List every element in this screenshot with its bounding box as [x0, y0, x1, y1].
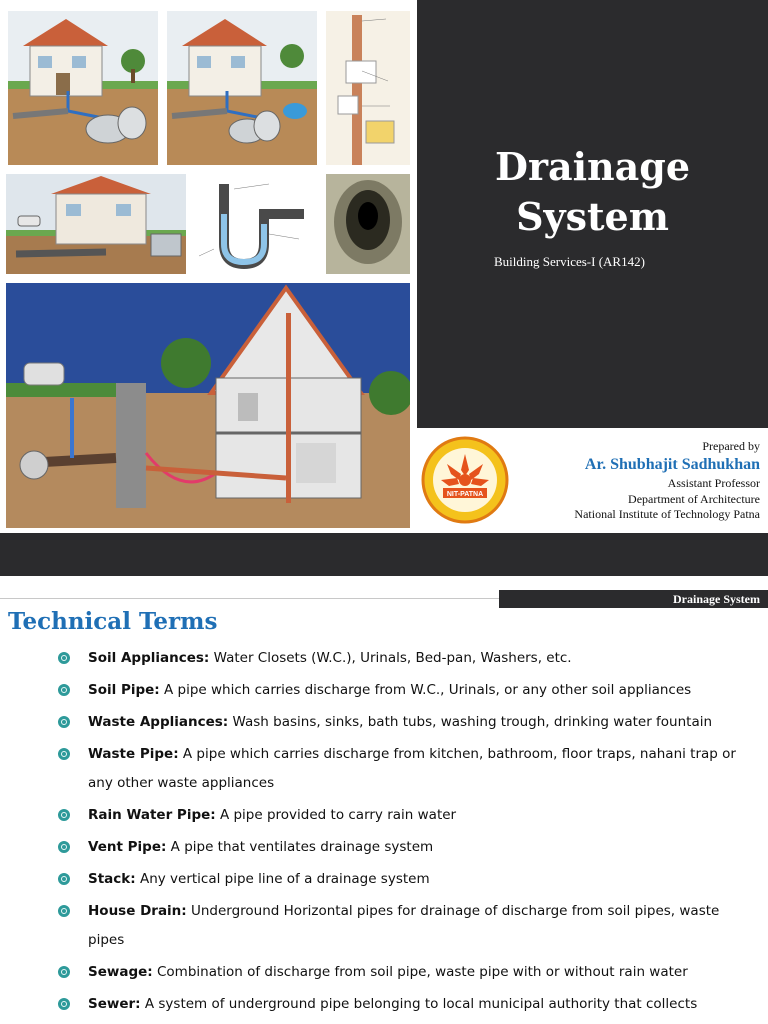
trap-diagram	[194, 174, 314, 274]
title-line-2: System	[516, 194, 669, 239]
term-item	[58, 958, 738, 987]
slide-header-tag: Drainage System	[499, 590, 768, 608]
bullet-icon	[58, 748, 70, 760]
bullet-icon	[58, 966, 70, 978]
term-definition: A pipe which carries discharge from W.C., Urinals, or any other soil appliances	[159, 682, 692, 698]
slide-title: Technical Terms	[8, 608, 218, 635]
term-name: Stack:	[88, 871, 136, 887]
term-definition: A pipe provided to carry rain water	[215, 807, 457, 823]
term-definition: Any vertical pipe line of a drainage system	[135, 871, 430, 887]
logo-text: NIT-PATNA	[446, 491, 484, 498]
term-definition: Underground Horizontal pipes for drainage of discharge from soil pipes, waste pipes	[88, 903, 720, 948]
author-designation: Assistant Professor	[667, 476, 760, 490]
nit-patna-logo	[421, 436, 509, 524]
bullet-icon	[58, 684, 70, 696]
author-panel	[417, 428, 768, 533]
slide-footer-band	[0, 533, 768, 576]
term-name: Soil Pipe:	[88, 682, 160, 698]
term-definition: Combination of discharge from soil pipe, waste pipe with or without rain water	[152, 964, 688, 980]
bullet-icon	[58, 873, 70, 885]
term-item	[58, 865, 738, 894]
term-item	[58, 644, 738, 673]
term-name: Waste Pipe:	[88, 746, 179, 762]
author-name: Ar. Shubhajit Sadhukhan	[584, 456, 760, 473]
sewer-tunnel-photo	[326, 174, 410, 274]
term-definition: A system of underground pipe belonging to local municipal authority that collects	[140, 996, 698, 1012]
term-item	[58, 740, 738, 798]
technical-terms-slide	[0, 576, 768, 1024]
bullet-icon	[58, 905, 70, 917]
term-definition: A pipe that ventilates drainage system	[166, 839, 434, 855]
bullet-icon	[58, 809, 70, 821]
title-line-1: Drainage	[494, 144, 691, 189]
house-septic-tank-illustration	[8, 11, 158, 165]
term-name: Rain Water Pipe:	[88, 807, 216, 823]
soil-stack-diagram	[326, 11, 410, 165]
bullet-icon	[58, 998, 70, 1010]
term-item	[58, 897, 738, 955]
term-item	[58, 833, 738, 862]
building-drainage-cross-section	[6, 283, 410, 528]
term-definition: Water Closets (W.C.), Urinals, Bed-pan, Washers, etc.	[209, 650, 572, 666]
term-name: Waste Appliances:	[88, 714, 229, 730]
term-name: House Drain:	[88, 903, 187, 919]
term-name: Sewage:	[88, 964, 153, 980]
prepared-by-label: Prepared by	[702, 439, 760, 453]
title-panel	[417, 0, 768, 428]
term-item	[58, 801, 738, 830]
terms-list	[58, 644, 738, 1022]
term-name: Vent Pipe:	[88, 839, 167, 855]
term-item	[58, 676, 738, 705]
house-sewer-cross-section	[6, 174, 186, 274]
house-drainage-tank-illustration	[167, 11, 317, 165]
bullet-icon	[58, 652, 70, 664]
slide-title	[417, 142, 768, 242]
header-divider	[0, 598, 500, 599]
term-definition: A pipe which carries discharge from kitchen, bathroom, floor traps, nahani trap or any other waste appliances	[88, 746, 736, 791]
term-item	[58, 990, 738, 1019]
author-institute: National Institute of Technology Patna	[574, 507, 760, 521]
term-item	[58, 708, 738, 737]
term-name: Soil Appliances:	[88, 650, 210, 666]
course-subtitle: Building Services-I (AR142)	[494, 254, 645, 269]
author-department: Department of Architecture	[628, 491, 760, 506]
bullet-icon	[58, 841, 70, 853]
term-definition: Wash basins, sinks, bath tubs, washing trough, drinking water fountain	[228, 714, 713, 730]
term-name: Sewer:	[88, 996, 141, 1012]
author-details	[574, 438, 760, 523]
bullet-icon	[58, 716, 70, 728]
